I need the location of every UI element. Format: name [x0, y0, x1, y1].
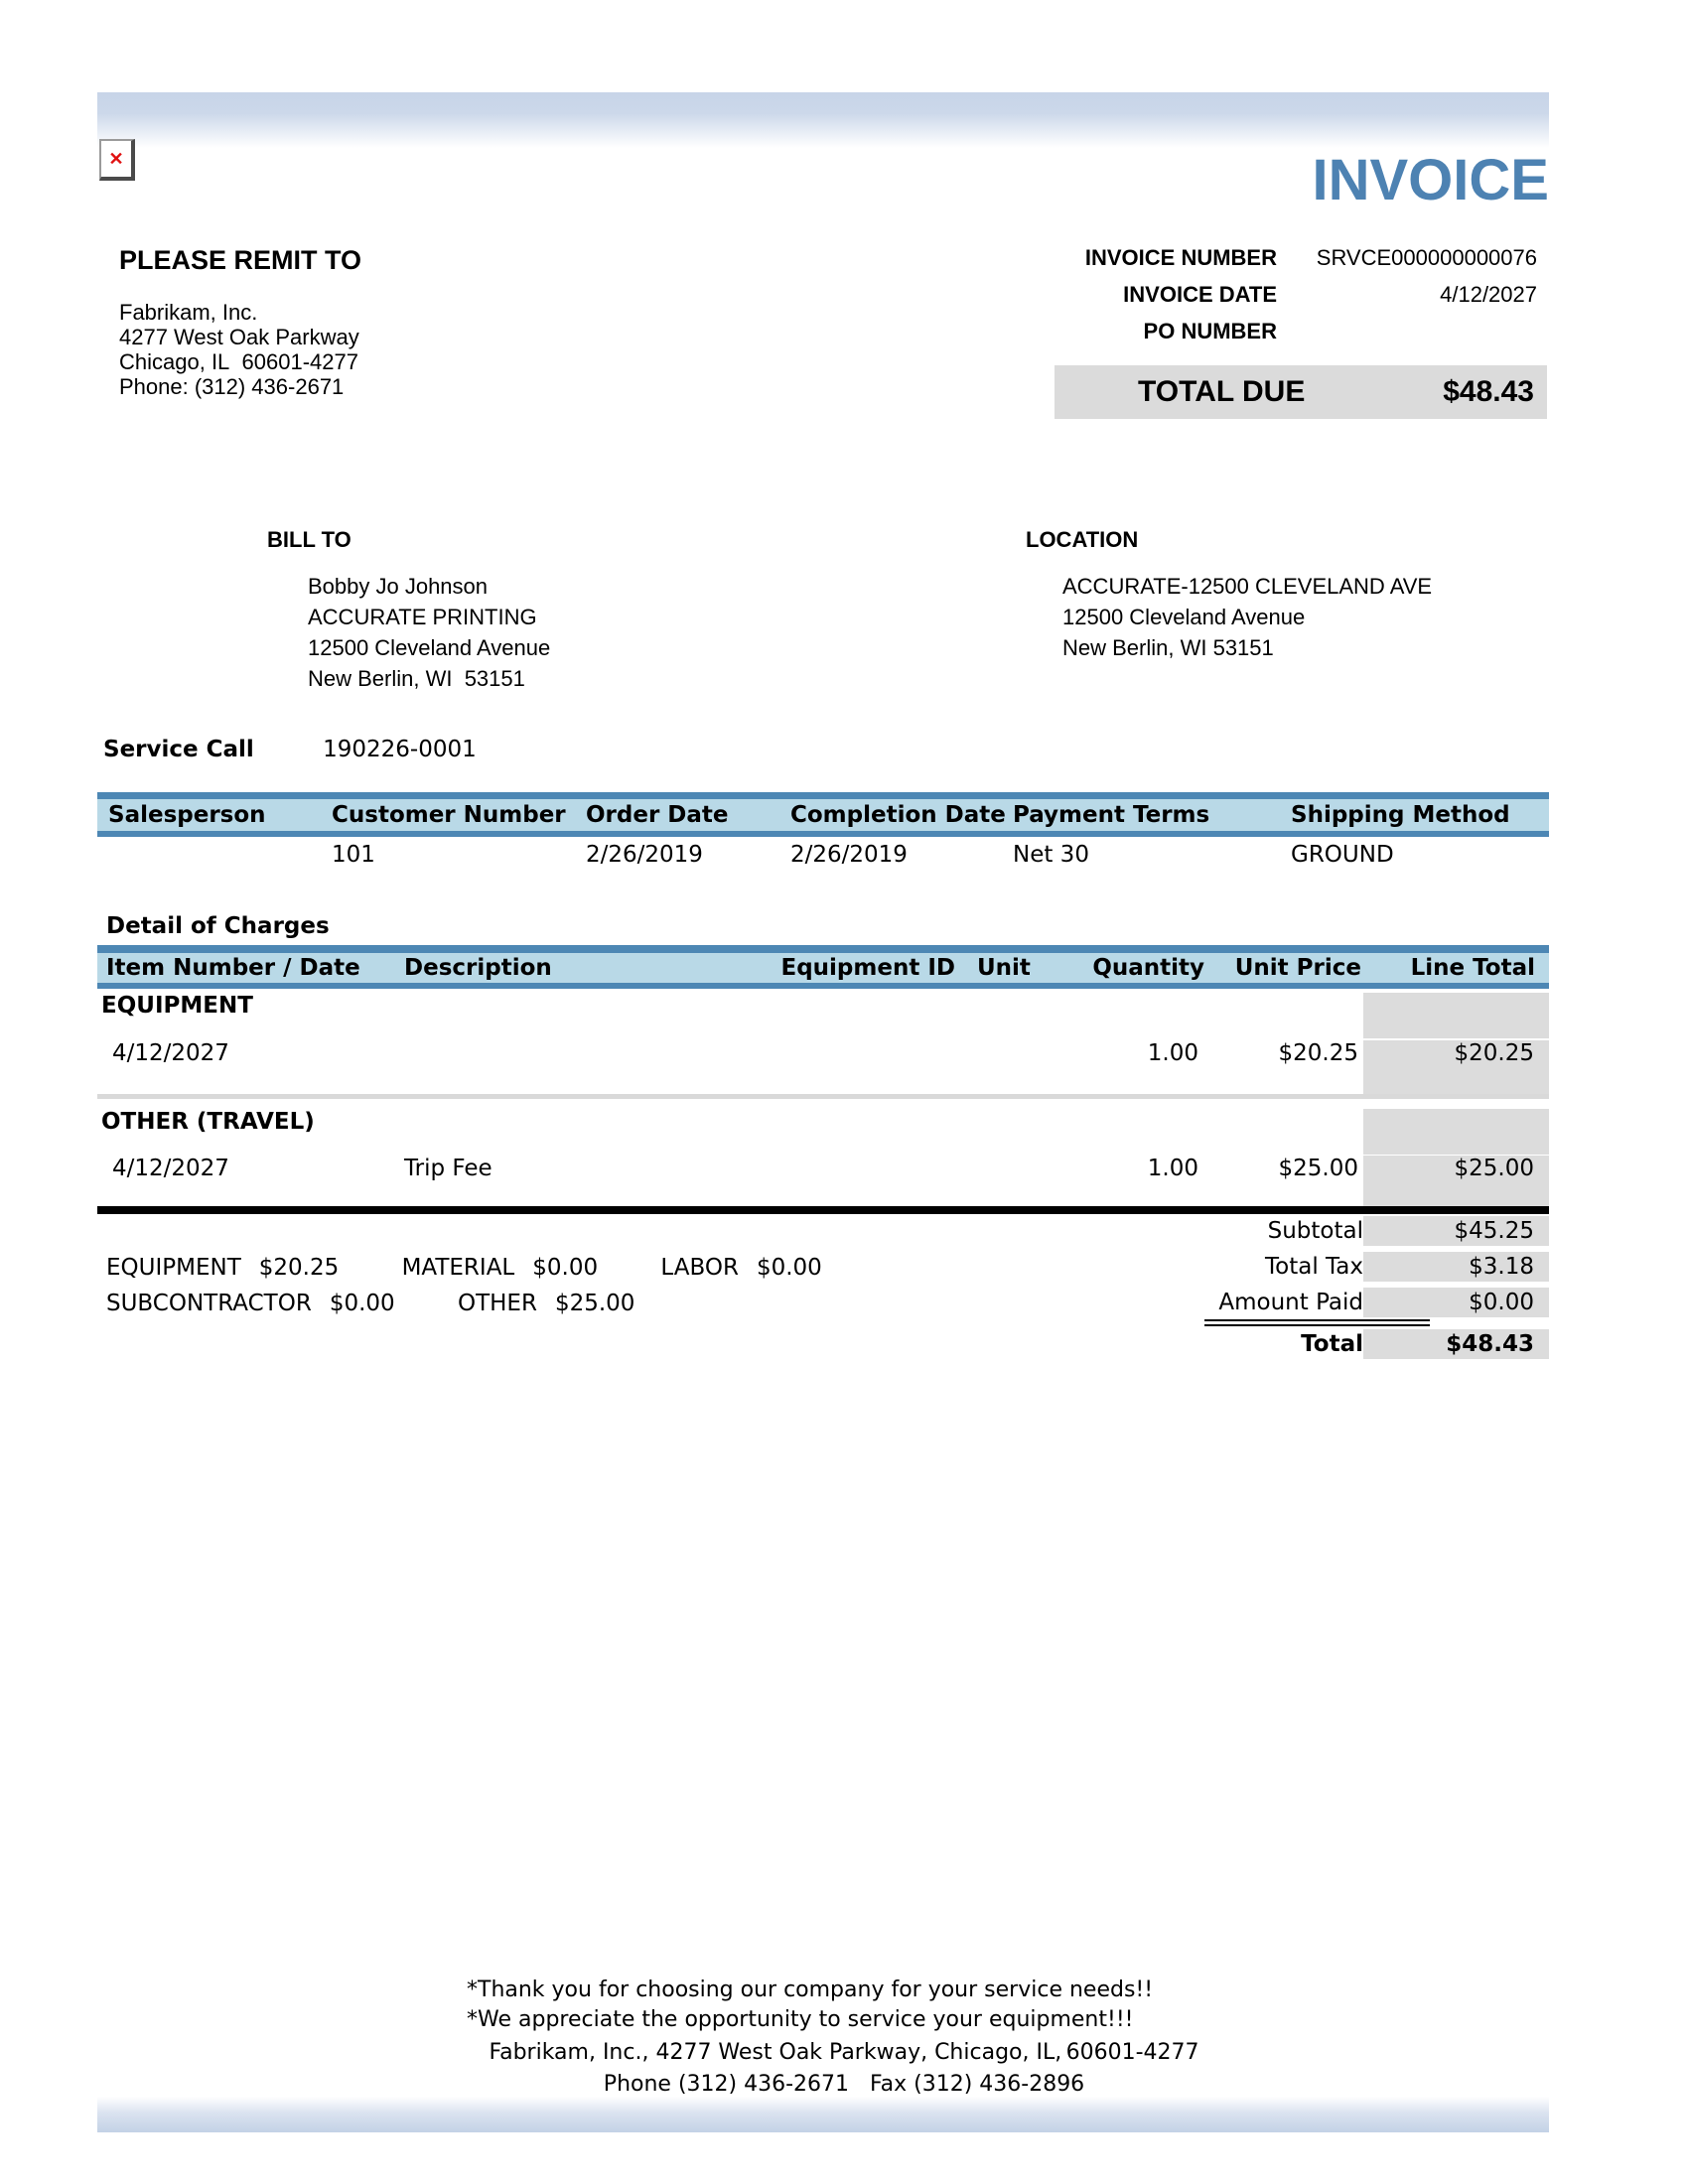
charge-quantity: 1.00 — [1147, 1040, 1198, 1066]
remit-city: Chicago, IL 60601-4277 — [119, 349, 358, 374]
bill-to-company: ACCURATE PRINTING — [308, 605, 537, 629]
total-value: $48.43 — [1363, 1329, 1549, 1359]
payment-terms-value: Net 30 — [1013, 842, 1089, 868]
location-street: 12500 Cleveland Avenue — [1062, 605, 1306, 629]
bottom-gradient-bar — [97, 2097, 1549, 2132]
charge-unit — [968, 1156, 1082, 1206]
column-header-description: Description — [404, 955, 552, 981]
po-number-value — [1277, 320, 1537, 343]
charge-unit-price: $20.25 — [1278, 1040, 1358, 1066]
category-material — [402, 1253, 599, 1283]
order-info-value-row — [97, 842, 1549, 868]
remit-to-block — [119, 245, 361, 399]
footer-company-block — [0, 2037, 1688, 2101]
total-due-label: TOTAL DUE — [1138, 375, 1306, 408]
category-equipment — [106, 1253, 339, 1283]
subtotal-label: Subtotal — [1267, 1218, 1363, 1244]
column-header-shipping-method: Shipping Method — [1291, 802, 1510, 828]
remit-to-heading: PLEASE REMIT TO — [119, 245, 362, 275]
category-summary-line-1 — [106, 1253, 822, 1283]
charge-description — [402, 1040, 735, 1094]
column-header-salesperson: Salesperson — [108, 802, 266, 828]
column-header-line-total: Line Total — [1410, 955, 1535, 981]
bill-to-block — [267, 527, 550, 694]
invoice-number-value: SRVCE000000000076 — [1316, 245, 1537, 270]
location-heading: LOCATION — [1026, 527, 1139, 552]
subtotal-row — [97, 1216, 1549, 1246]
footer-company-line: Fabrikam, Inc., 4277 West Oak Parkway, Chicago, IL, 60601-4277 — [489, 2040, 1199, 2065]
charge-date: 4/12/2027 — [112, 1156, 229, 1181]
total-tax-label: Total Tax — [1265, 1254, 1363, 1280]
invoice-date-value: 4/12/2027 — [1440, 282, 1537, 307]
charge-group-equipment — [97, 989, 1549, 1038]
category-label: OTHER — [457, 1291, 537, 1316]
category-label: EQUIPMENT — [106, 1255, 241, 1281]
table-bottom-rule — [97, 1206, 1549, 1214]
shipping-method-value: GROUND — [1291, 842, 1394, 868]
charge-unit — [968, 1040, 1082, 1094]
location-block — [1026, 527, 1432, 663]
charge-row-equipment — [97, 1038, 1549, 1094]
remit-company: Fabrikam, Inc. — [119, 300, 258, 325]
category-labor — [660, 1253, 821, 1283]
total-tax-value: $3.18 — [1363, 1252, 1549, 1282]
footer-notes — [467, 1976, 1153, 2035]
category-value: $0.00 — [329, 1291, 395, 1316]
remit-phone: Phone: (312) 436-2671 — [119, 374, 345, 399]
bill-to-city: New Berlin, WI 53151 — [308, 666, 525, 691]
customer-number-value: 101 — [332, 842, 375, 868]
page-title: INVOICE — [1312, 148, 1549, 212]
category-value: $0.00 — [756, 1255, 822, 1281]
column-header-payment-terms: Payment Terms — [1013, 802, 1210, 828]
salesperson-value — [97, 842, 322, 868]
service-call-label: Service Call — [103, 737, 254, 762]
po-number-label: PO NUMBER — [1143, 319, 1277, 343]
footer-note-2: *We appreciate the opportunity to service your equipment!!! — [467, 2007, 1134, 2032]
invoice-number-row — [1053, 246, 1537, 270]
total-double-rule — [1204, 1319, 1430, 1326]
charge-equipment-id — [735, 1040, 968, 1094]
category-label: LABOR — [660, 1255, 739, 1281]
category-label: SUBCONTRACTOR — [106, 1291, 312, 1316]
completion-date-value: 2/26/2019 — [790, 842, 908, 868]
charges-header-row — [97, 945, 1549, 989]
category-summary-line-2 — [106, 1289, 822, 1318]
invoice-date-row — [1053, 283, 1537, 307]
broken-image-x-glyph: ✕ — [108, 149, 124, 169]
column-header-customer-number: Customer Number — [332, 802, 566, 828]
bill-to-name: Bobby Jo Johnson — [308, 574, 489, 599]
subtotal-value: $45.25 — [1363, 1216, 1549, 1246]
location-address — [1062, 571, 1432, 663]
charge-quantity: 1.00 — [1147, 1156, 1198, 1181]
charge-group-other-travel — [97, 1099, 1549, 1155]
detail-of-charges-title: Detail of Charges — [106, 913, 330, 939]
top-gradient-bar — [97, 92, 1549, 148]
charge-group-label: EQUIPMENT — [101, 993, 253, 1019]
footer-phone-line: Phone (312) 436-2671 Fax (312) 436-2896 — [603, 2072, 1085, 2097]
charge-row-trip-fee — [97, 1155, 1549, 1206]
category-value: $20.25 — [258, 1255, 340, 1281]
category-subcontractor — [106, 1289, 395, 1318]
footer-note-1: *Thank you for choosing our company for your service needs!! — [467, 1978, 1154, 2002]
invoice-date-label: INVOICE DATE — [1123, 282, 1277, 307]
amount-paid-value: $0.00 — [1363, 1288, 1549, 1317]
column-header-completion-date: Completion Date — [790, 802, 1006, 828]
bill-to-street: 12500 Cleveland Avenue — [308, 635, 551, 660]
invoice-number-label: INVOICE NUMBER — [1084, 245, 1277, 270]
charge-date: 4/12/2027 — [112, 1040, 229, 1066]
category-value: $0.00 — [532, 1255, 599, 1281]
column-header-quantity: Quantity — [1092, 955, 1204, 981]
line-total-column-fill — [1363, 1109, 1549, 1155]
bill-to-address — [308, 571, 550, 694]
amount-paid-label: Amount Paid — [1218, 1290, 1363, 1315]
total-row — [97, 1329, 1549, 1359]
category-value: $25.00 — [554, 1291, 635, 1316]
order-info-table — [97, 792, 1549, 868]
column-header-unit: Unit — [977, 955, 1031, 981]
service-call-number: 190226-0001 — [323, 737, 477, 762]
total-due-banner — [1055, 365, 1547, 419]
order-date-value: 2/26/2019 — [586, 842, 703, 868]
charge-unit-price: $25.00 — [1278, 1156, 1358, 1181]
total-label: Total — [1301, 1331, 1363, 1357]
charges-table — [97, 945, 1549, 1214]
charge-equipment-id — [735, 1156, 968, 1206]
service-call-row — [103, 737, 477, 762]
charge-line-total: $25.00 — [1363, 1156, 1549, 1206]
location-city: New Berlin, WI 53151 — [1062, 635, 1274, 660]
invoice-meta-block — [1053, 246, 1537, 356]
column-header-order-date: Order Date — [586, 802, 729, 828]
charge-description: Trip Fee — [404, 1156, 492, 1181]
charge-group-label: OTHER (TRAVEL) — [101, 1109, 315, 1135]
column-header-item-number-date: Item Number / Date — [106, 955, 360, 981]
category-other — [458, 1289, 634, 1318]
charge-line-total: $20.25 — [1363, 1040, 1549, 1094]
category-summary — [106, 1253, 822, 1318]
total-due-value: $48.43 — [1443, 375, 1534, 408]
line-total-column-fill — [1363, 993, 1549, 1038]
column-header-equipment-id: Equipment ID — [780, 955, 955, 981]
broken-image-icon — [99, 139, 135, 181]
order-info-header-row — [97, 792, 1549, 837]
po-number-row — [1053, 320, 1537, 343]
column-header-unit-price: Unit Price — [1234, 955, 1361, 981]
category-label: MATERIAL — [401, 1255, 515, 1281]
location-name: ACCURATE-12500 CLEVELAND AVE — [1062, 574, 1433, 599]
bill-to-heading: BILL TO — [267, 527, 352, 552]
remit-street: 4277 West Oak Parkway — [119, 325, 359, 349]
